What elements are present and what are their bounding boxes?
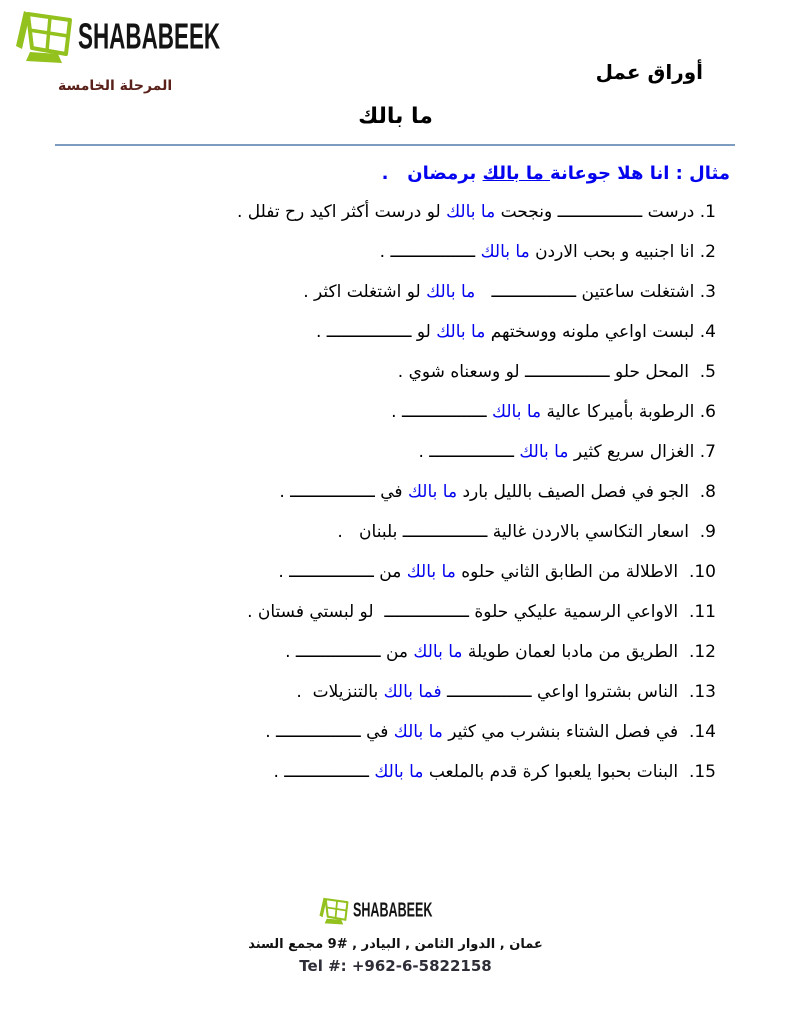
blank-line: ـــــــــــــــــ [557,202,643,222]
item-text-segment: مثال : انا هلا جوعانة [550,163,730,184]
footer-phone: Tel #: +962-6-5822158 [299,957,492,975]
item-text-segment: . [379,242,391,262]
item-text-segment: 14. في فصل الشتاء بنشرب مي كثير [442,722,716,742]
worksheet-item [40,402,716,422]
page-title: ما بالك [358,104,433,129]
item-text-segment: 5. المحل حلو [609,362,716,382]
item-text-segment: 4. لبست اواعي ملونه ووسختهم [485,322,716,342]
window-logo-icon [318,896,352,926]
item-text-segment: 8. الجو في فصل الصيف بالليل بارد [457,482,716,502]
item-text-segment: 15. البنات بحبوا يلعبوا كرة قدم بالملعب [423,762,716,782]
item-text-segment: 7. الغزال سريع كثير [568,442,716,462]
blank-line: ـــــــــــــــــ [284,762,369,782]
worksheet-item [40,322,716,342]
item-text-segment: لو درست أكثر اكيد رح تفلل . [236,202,447,222]
item-text-segment: 3. اشتغلت ساعتين [576,282,716,302]
ma-balak-phrase: ما بالك [426,282,476,302]
footer-logo [0,896,791,926]
item-text-segment: برمضان . [381,163,483,184]
item-text-segment: . [273,762,285,782]
item-text-segment: 1. درست [642,202,716,222]
item-text-segment: 11. الاواعي الرسمية عليكي حلوة [468,602,716,622]
worksheet-item [40,722,716,742]
example-line [40,163,730,184]
item-text-segment: . [418,442,430,462]
worksheet-item [40,282,716,302]
item-text-segment: . [265,722,276,742]
ma-balak-phrase: فما بالك [383,682,442,702]
item-text-segment: . [391,402,402,422]
item-text-segment: بالتنزيلات . [296,682,384,702]
ma-balak-phrase: ما بالك [436,322,486,342]
blank-line: ـــــــــــــــــ [384,602,469,622]
blank-line: ـــــــــــــــــ [491,282,577,302]
footer-address: عمان , الدوار الثامن , البيادر , #9 مجمع السند [248,937,543,952]
item-text-segment: من [373,562,407,582]
blank-line: ـــــــــــــــــ [295,642,381,662]
item-text-segment: 6. الرطوبة بأميركا عالية [541,402,716,422]
item-text-segment: 2. انا اجنبيه و بحب الاردن [529,242,716,262]
worksheet-item [40,482,716,502]
blank-line: ـــــــــــــــــ [276,722,361,742]
item-text-segment: لو لبستي فستان . [247,602,385,622]
blank-line: ـــــــــــــــــ [326,322,412,342]
item-text-segment: لو وسعناه شوي . [397,362,525,382]
item-text-segment: في [360,722,394,742]
ma-balak-phrase: ما بالك [492,402,542,422]
item-text-segment: لو اشتغلت اكثر . [303,282,427,302]
item-text-segment: من [380,642,414,662]
blank-line: ـــــــــــــــــ [290,482,375,502]
worksheet-item [40,562,716,582]
worksheet-item [40,642,716,662]
item-text-segment: 9. اسعار التكاسي بالاردن غالية [487,522,716,542]
item-text-segment: . [285,642,296,662]
blank-line: ـــــــــــــــــ [401,402,487,422]
item-text-segment: بلبنان . [337,522,403,542]
items-list [40,202,716,802]
worksheet-item [40,242,716,262]
blank-line: ـــــــــــــــــ [524,362,610,382]
ma-balak-phrase: ما بالك [374,762,424,782]
blank-line: ـــــــــــــــــ [402,522,488,542]
item-text-segment [475,282,491,302]
ma-balak-phrase: ما بالك [407,482,458,502]
blank-line: ـــــــــــــــــ [429,442,514,462]
window-logo-icon [14,8,78,66]
blank-line: ـــــــــــــــــ [289,562,374,582]
ma-balak-phrase: ما بالك [446,202,496,222]
worksheet-label: أوراق عمل [595,60,703,84]
item-text-segment: لو [411,322,437,342]
item-text-segment: 13. الناس بشتروا اواعي [531,682,716,702]
title-underline-rule [55,144,735,146]
item-text-segment: . [278,562,290,582]
item-text-segment: 12. الطريق من مادبا لعمان طويلة [462,642,716,662]
shababeek-logo [14,8,293,66]
footer-brand-name: SHABABEEK [352,899,433,922]
blank-line: ـــــــــــــــــ [390,242,476,262]
worksheet-item [40,522,716,542]
item-text-segment: ونجحت [495,202,558,222]
item-text-segment: . [315,322,327,342]
brand-name: SHABABEEK [78,16,221,57]
ma-balak-phrase: ما بالك [393,722,443,742]
ma-balak-underlined: ما بالك [482,163,551,184]
worksheet-item [40,682,716,702]
worksheet-item [40,762,716,782]
worksheet-item [40,202,716,222]
ma-balak-phrase: ما بالك [480,242,530,262]
worksheet-item [40,602,716,622]
ma-balak-phrase: ما بالك [413,642,463,662]
item-text-segment: في [374,482,408,502]
worksheet-item [40,362,716,382]
blank-line: ـــــــــــــــــ [446,682,532,702]
worksheet-item [40,442,716,462]
ma-balak-phrase: ما بالك [406,562,456,582]
ma-balak-phrase: ما بالك [519,442,569,462]
stage-label: المرحلة الخامسة [58,78,173,94]
item-text-segment: 10. الاطلالة من الطابق الثاني حلوه [455,562,716,582]
item-text-segment: . [279,482,291,502]
